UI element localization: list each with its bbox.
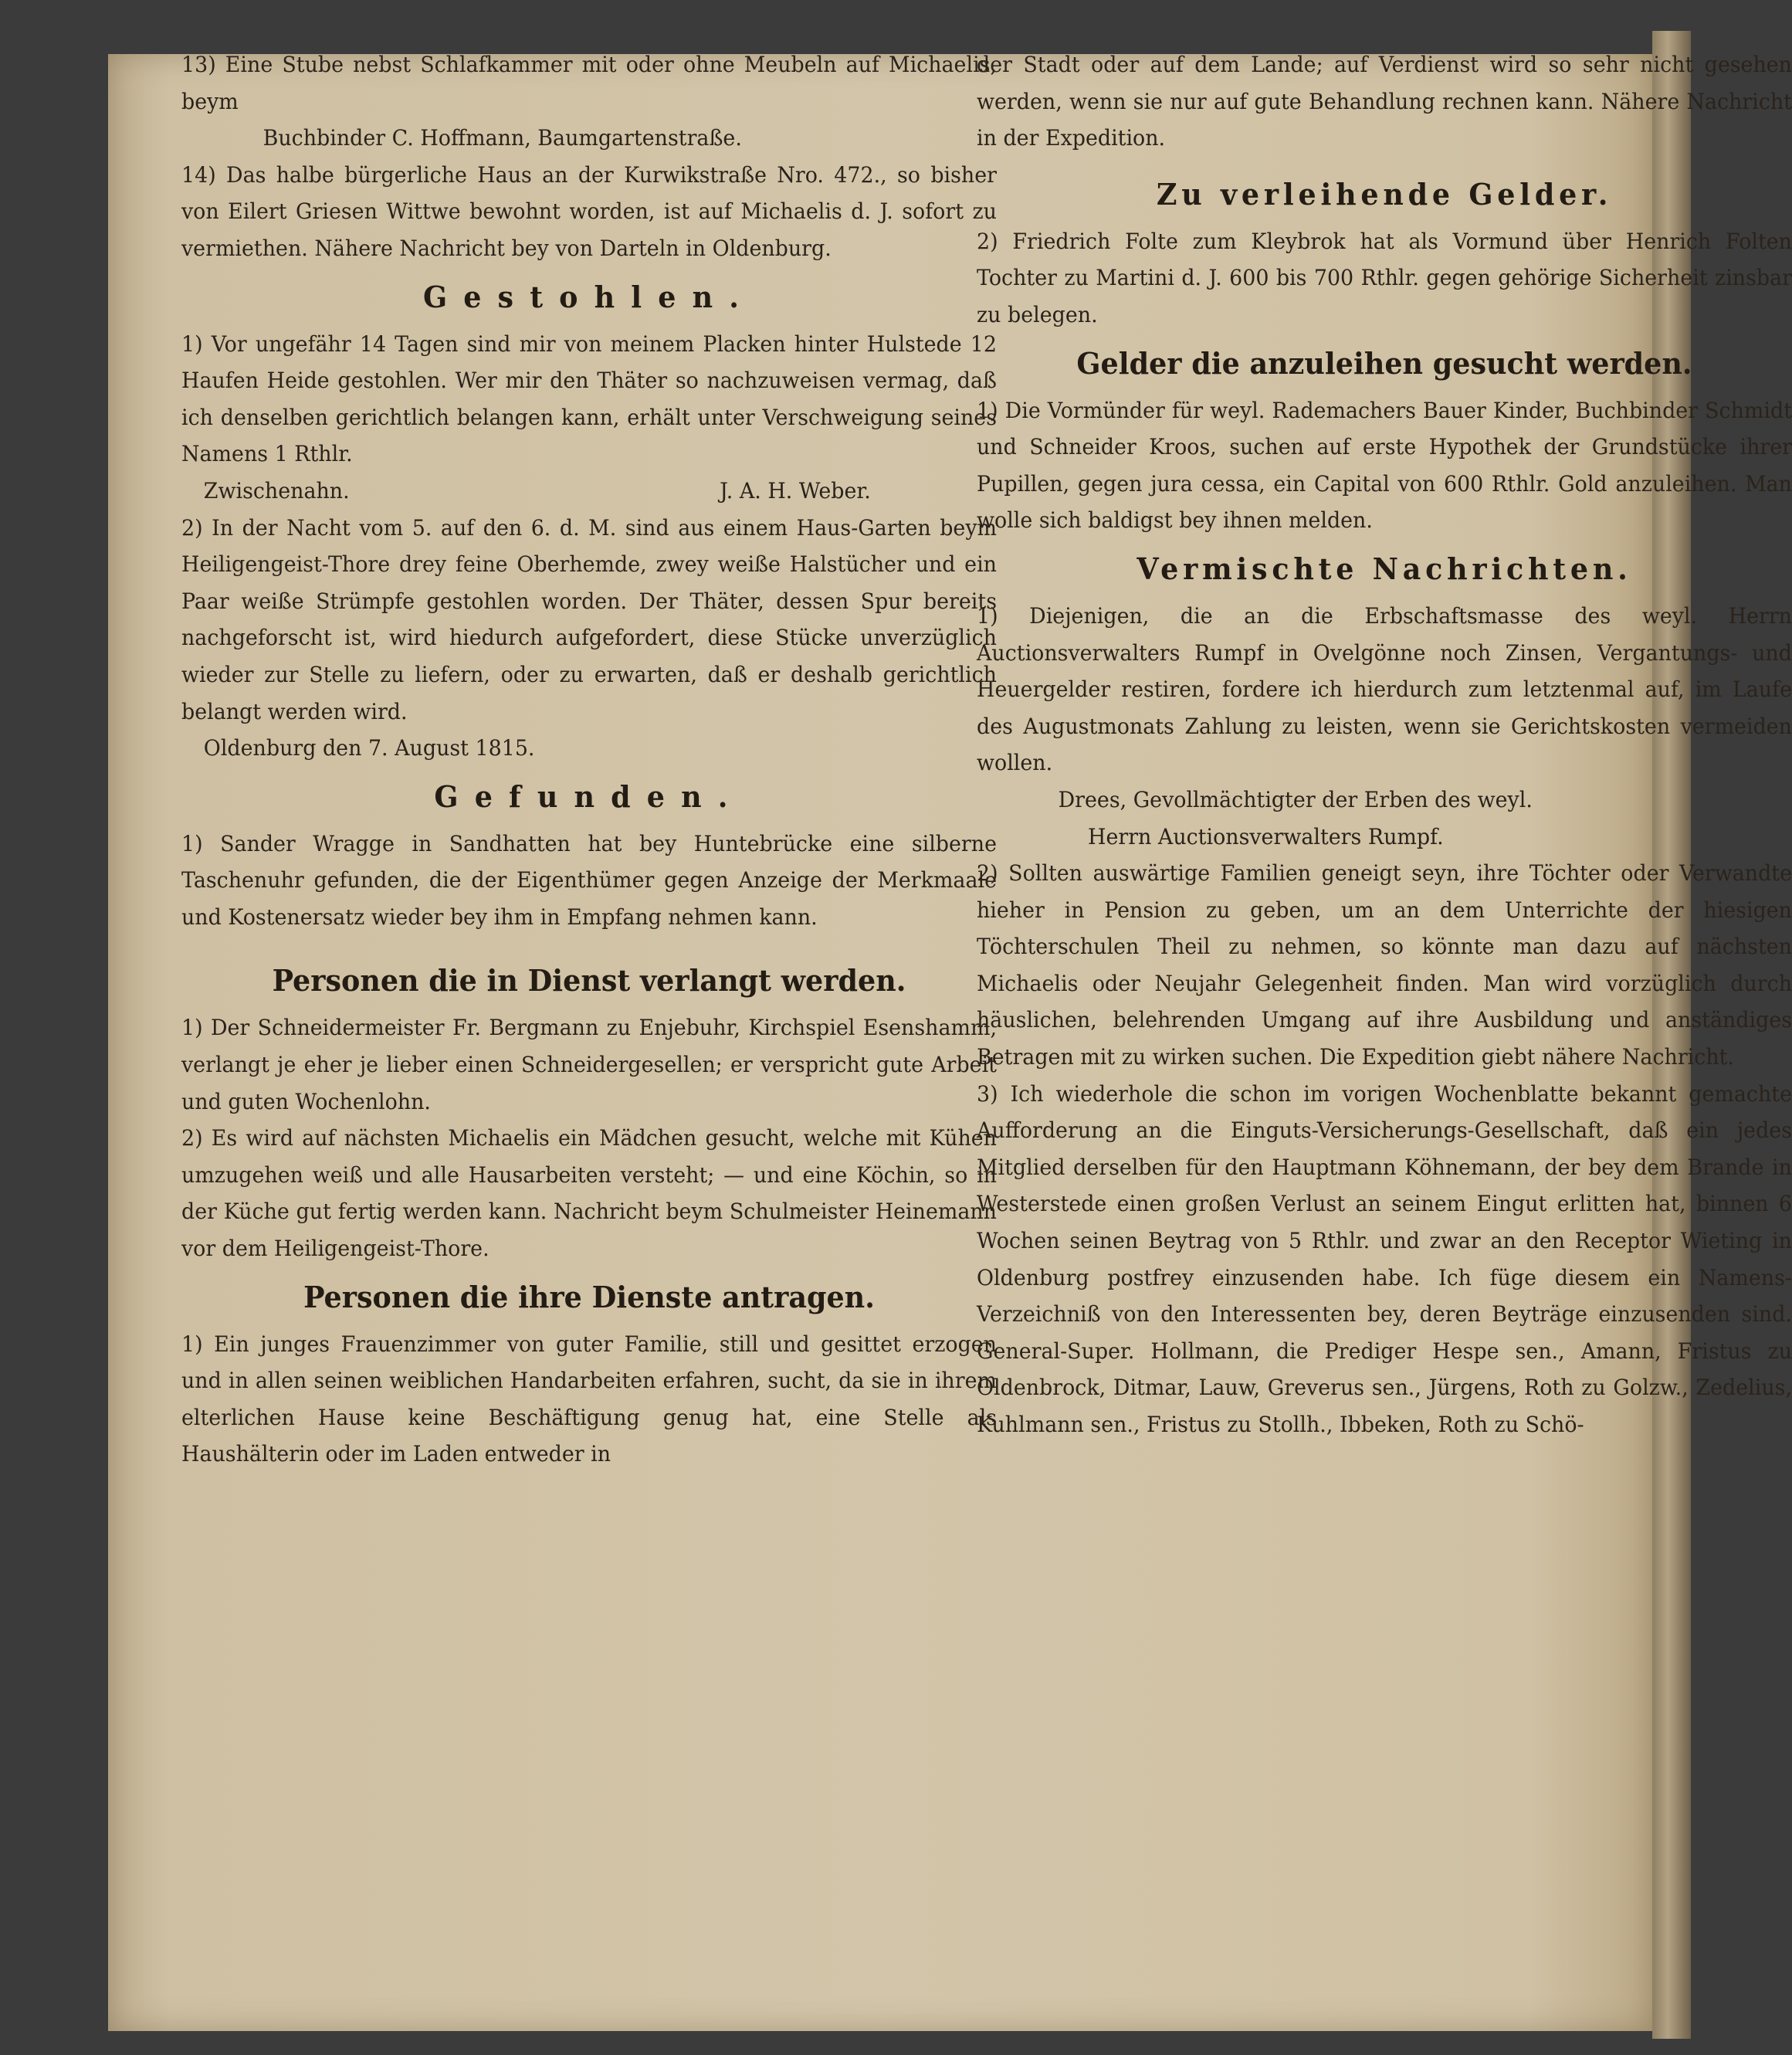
notice-13-signature: Buchbinder C. Hoffmann, Baumgartenstraße. (263, 125, 742, 151)
heading-gestohlen: Gestohlen. (422, 279, 756, 314)
vermischte-3: 3) Ich wiederhole die schon im vorigen Wochenblatte bekannt gemachte Aufforderung an die Einguts-Versicherungs-Gesellschaft, daß ein jedes Mitglied derselben für den Hauptmann Köhnemann, der bey dem Brande in Westerstede einen großen Verlust an seinem Eingut erlitten hat, binnen 6 Wochen seinen Beytrag von 5 Rthlr. und zwar an den Receptor Wieting in Oldenburg postfrey einzusenden habe. Ich füge diesem ein Namens-Verzeichniß von den Interessenten bey, deren Beyträge einzusenden sind. General-Super. Hollmann, die Prediger Hespe sen., Amann, Fristus zu Oldenbrock, Ditmar, Lauw, Greverus sen., Jürgens, Roth zu Golzw., Zedelius, Kuhlmann sen., Fristus zu Stollh., Ibbeken, Roth zu Schö- (977, 1080, 1792, 1437)
vermischte-1-signature-line1: Drees, Gevollmächtigter der Erben des weyl. (1058, 786, 1533, 812)
anzuleihen-1: 1) Die Vormünder für weyl. Rademachers Bauer Kinder, Buchbinder Schmidt und Schneider Kroos, suchen auf erste Hypothek der Grundstücke ihrer Pupillen, gegen jura cessa, ein Capital von 600 Rthlr. Gold anzuleihen. Man wolle sich baldigst bey ihnen melden. (977, 397, 1792, 534)
heading-dienste-antragen: Personen die ihre Dienste antragen. (303, 1279, 875, 1314)
vermischte-2: 2) Sollten auswärtige Familien geneigt seyn, ihre Töchter oder Verwandte hieher in Pension zu geben, um an dem Unterrichte der hiesigen Töchterschulen Theil zu nehmen, so könnte man dazu auf nächsten Michaelis oder Neujahr Gelegenheit finden. Man wird vorzüglich durch häuslichen, belehrenden Umgang auf ihre Ausbildung und anständiges Betragen mit zu wirken suchen. Die Expedition giebt nähere Nachricht. (977, 860, 1792, 1070)
antragen-1-continued: der Stadt oder auf dem Lande; auf Verdienst wird so sehr nicht gesehen werden, wenn sie nur auf gute Behandlung rechnen kann. Nähere Nachricht in der Expedition. (977, 52, 1792, 151)
heading-gelder-anzuleihen: Gelder die anzuleihen gesucht werden. (1076, 345, 1692, 381)
dienst-1: 1) Der Schneidermeister Fr. Bergmann zu Enjebuhr, Kirchspiel Esenshamm, verlangt je eher je lieber einen Schneidergesellen; er verspricht gute Arbeit und guten Wochenlohn. (181, 1015, 997, 1114)
heading-vermischte-nachrichten: Vermischte Nachrichten. (1137, 551, 1632, 586)
left-column (181, 46, 997, 1473)
vermischte-1: 1) Diejenigen, die an die Erbschaftsmasse des weyl. Herrn Auctionsverwalters Rumpf in Ovelgönne noch Zinsen, Vergantungs- und Heuergelder restiren, fordere ich hierdurch zum letztenmal auf, im Laufe des Augustmonats Zahlung zu leisten, wenn sie Gerichtskosten vermeiden wollen. (977, 602, 1792, 776)
notice-14: 14) Das halbe bürgerliche Haus an der Kurwikstraße Nro. 472., so bisher von Eilert Griesen Wittwe bewohnt worden, ist auf Michaelis d. J. sofort zu vermiethen. Nähere Nachricht bey von Darteln in Oldenburg. (181, 161, 997, 261)
gestohlen-1-signature (181, 473, 997, 510)
dienst-2: 2) Es wird auf nächsten Michaelis ein Mädchen gesucht, welche mit Kühen umzugehen weiß und alle Hausarbeiten versteht; — und eine Köchin, so in der Küche gut fertig werden kann. Nachricht beym Schulmeister Heinemann vor dem Heiligengeist-Thore. (181, 1125, 997, 1262)
gefunden-1: 1) Sander Wragge in Sandhatten hat bey Huntebrücke eine silberne Taschenuhr gefunden, die der Eigenthümer gegen Anzeige der Merkmaale und Kostenersatz wieder bey ihm in Empfang nehmen kann. (181, 830, 997, 930)
notice-13: 13) Eine Stube nebst Schlafkammer mit oder ohne Meubeln auf Michaelis, beym (181, 52, 997, 114)
antragen-1: 1) Ein junges Frauenzimmer von guter Familie, still und gesittet erzogen und in allen seinen weiblichen Handarbeiten erfahren, sucht, da sie in ihrem elterlichen Hause keine Beschäftigung genug hat, eine Stelle als Haushälterin oder im Laden entweder in (181, 1331, 997, 1467)
gestohlen-1: 1) Vor ungefähr 14 Tagen sind mir von meinem Placken hinter Hulstede 12 Haufen Heide gestohlen. Wer mir den Thäter so nachzuweisen vermag, daß ich denselben gerichtlich belangen kann, erhält unter Verschweigung seines Namens 1 Rthlr. (181, 331, 997, 467)
signature-name: J. A. H. Weber. (720, 477, 871, 504)
vermischte-1-signature-line2: Herrn Auctionsverwalters Rumpf. (1088, 823, 1444, 849)
heading-zu-verleihende-gelder: Zu verleihende Gelder. (1156, 176, 1613, 212)
heading-gefunden: Gefunden. (434, 778, 744, 814)
right-column (977, 46, 1792, 1443)
signature-place: Zwischenahn. (203, 477, 350, 504)
heading-dienst-verlangt: Personen die in Dienst verlangt werden. (272, 963, 906, 999)
gestohlen-2-date: Oldenburg den 7. August 1815. (203, 735, 535, 761)
verleihende-2: 2) Friedrich Folte zum Kleybrok hat als Vormund über Henrich Folten Tochter zu Martini d. J. 600 bis 700 Rthlr. gegen gehörige Sicherheit zinsbar zu belegen. (977, 228, 1792, 327)
gestohlen-2: 2) In der Nacht vom 5. auf den 6. d. M. sind aus einem Haus-Garten beym Heiligengeist-Thore drey feine Oberhemde, zwey weiße Halstücher und ein Paar weiße Strümpfe gestohlen worden. Der Thäter, dessen Spur bereits nachgeforscht ist, wird hiedurch aufgefordert, diese Stücke unverzüglich wieder zur Stelle zu liefern, oder zu erwarten, daß er deshalb gerichtlich belangt werden wird. (181, 514, 997, 724)
